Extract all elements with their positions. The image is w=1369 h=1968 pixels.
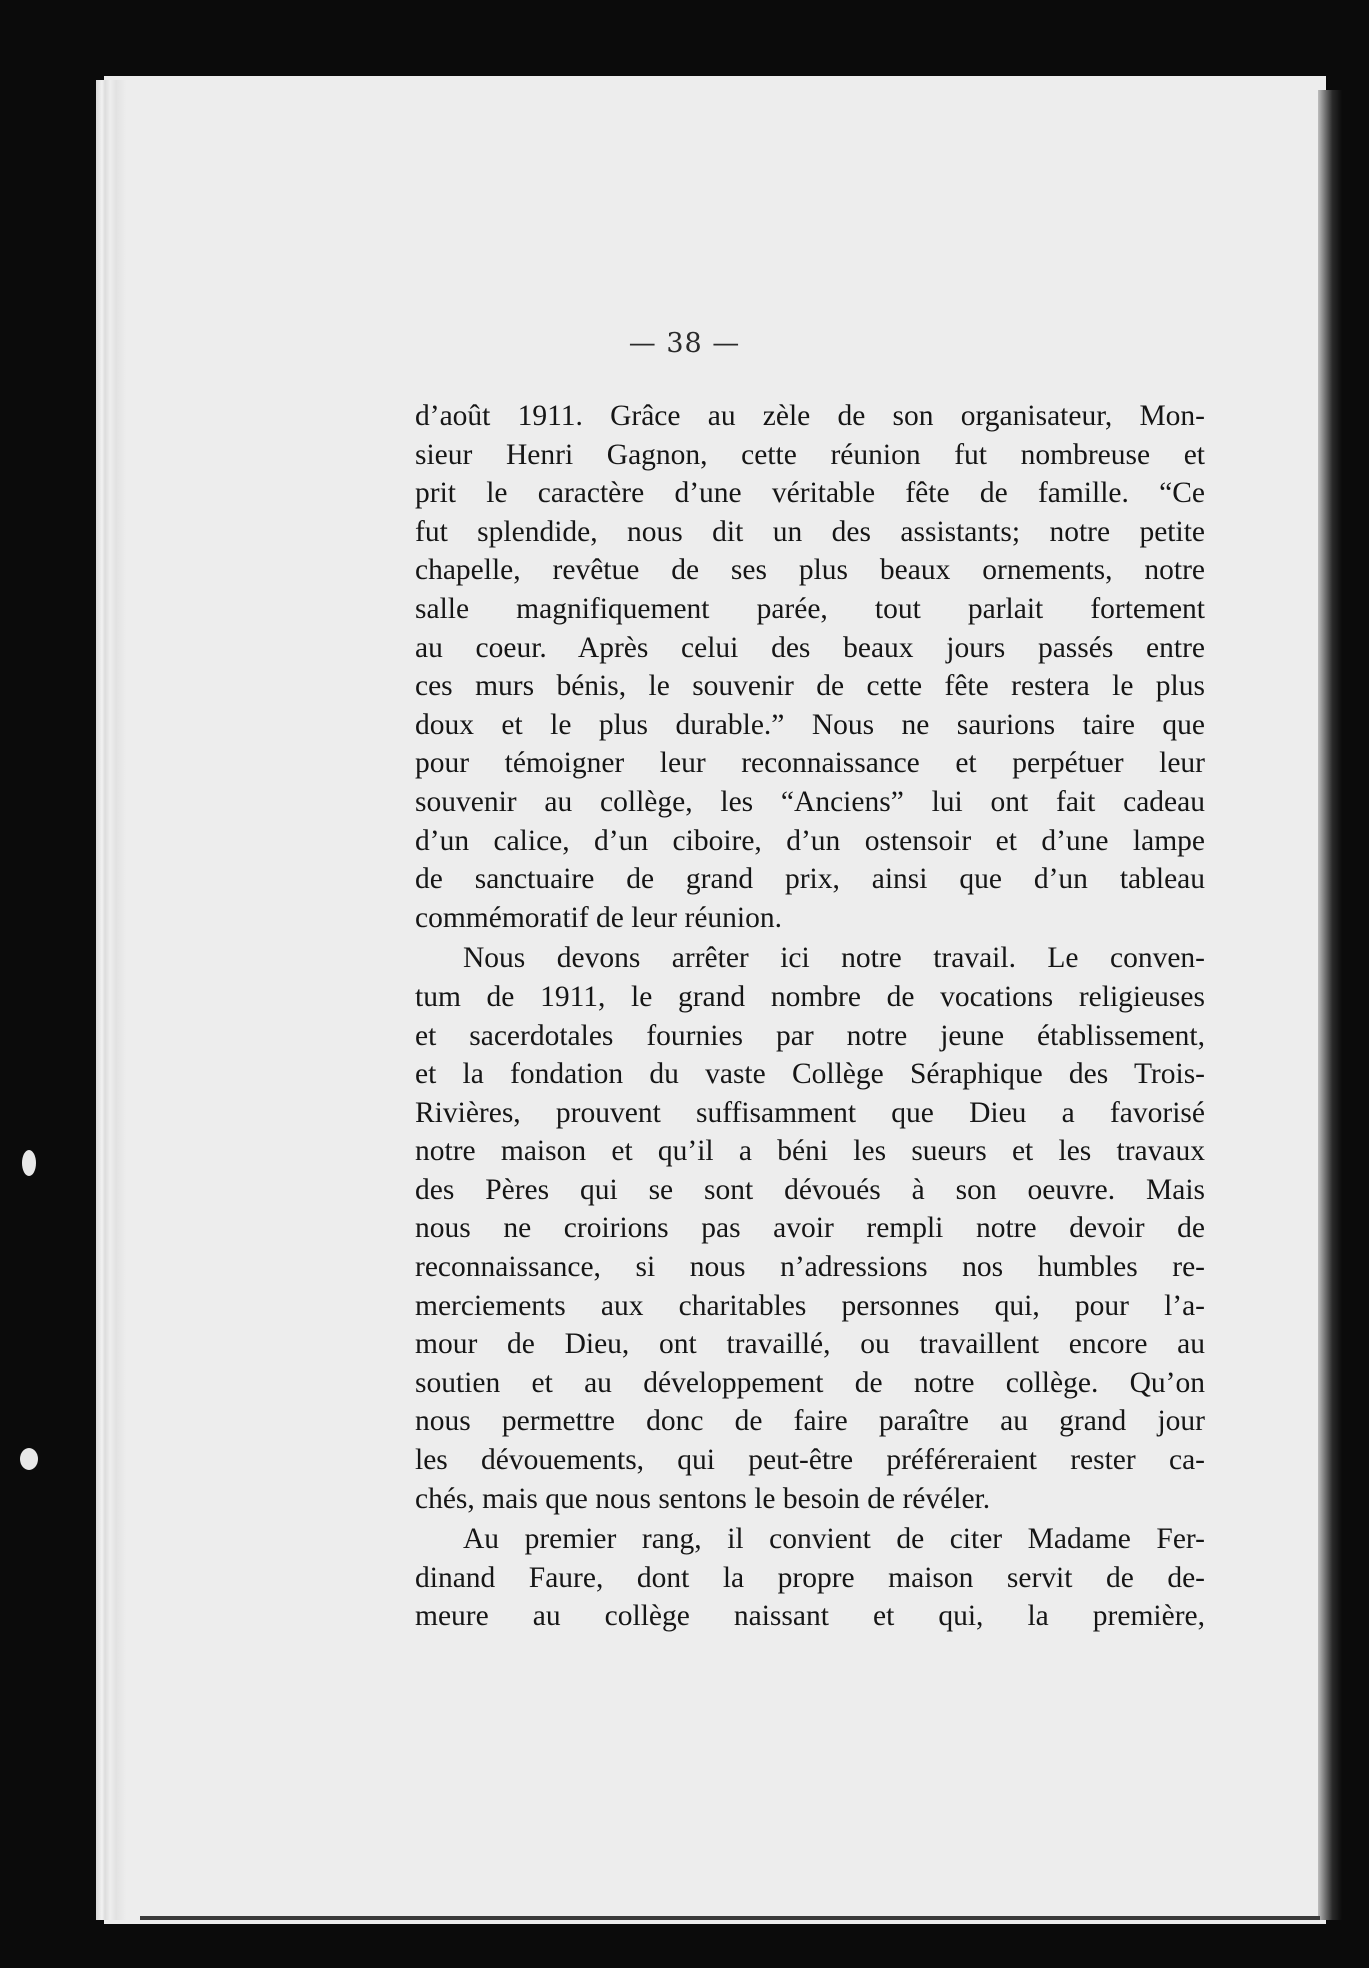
text-line: et la fondation du vaste Collège Séraphique des Trois- [415, 1058, 1205, 1091]
text-line: soutien et au développement de notre collège. Qu’on [415, 1366, 1205, 1399]
text-line: Rivières, prouvent suffisamment que Dieu a favorisé [415, 1096, 1205, 1129]
paragraph [415, 1520, 1205, 1636]
text-line: ces murs bénis, le souvenir de cette fête restera le plus [415, 670, 1205, 703]
page-bottom-edge [140, 1916, 1320, 1920]
text-line: des Pères qui se sont dévoués à son oeuvre. Mais [415, 1173, 1205, 1206]
text-line: au coeur. Après celui des beaux jours passés entre [415, 631, 1205, 664]
binding-shadow [1318, 90, 1342, 1920]
text-line: commémoratif de leur réunion. [415, 901, 782, 934]
text-line: fut splendide, nous dit un des assistants; notre petite [415, 515, 1205, 548]
scan-artifact-mark [22, 1150, 36, 1176]
text-line: dinand Faure, dont la propre maison servit de de- [415, 1561, 1205, 1594]
text-line: tum de 1911, le grand nombre de vocations religieuses [415, 980, 1205, 1013]
text-line: Nous devons arrêter ici notre travail. Le conven- [463, 942, 1205, 975]
text-line: d’un calice, d’un ciboire, d’un ostensoir et d’une lampe [415, 824, 1205, 857]
text-line: prit le caractère d’une véritable fête de famille. “Ce [415, 477, 1205, 510]
text-line: salle magnifiquement parée, tout parlait fortement [415, 592, 1205, 625]
text-line: meure au collège naissant et qui, la première, [415, 1600, 1205, 1633]
text-line: Au premier rang, il convient de citer Madame Fer- [463, 1523, 1205, 1556]
text-line: nous ne croirions pas avoir rempli notre devoir de [415, 1212, 1205, 1245]
text-line: chés, mais que nous sentons le besoin de révéler. [415, 1482, 991, 1515]
text-line: nous permettre donc de faire paraître au grand jour [415, 1405, 1205, 1438]
text-line: doux et le plus durable.” Nous ne saurions taire que [415, 708, 1205, 741]
body-text [415, 397, 1205, 1637]
text-line: mour de Dieu, ont travaillé, ou travaillent encore au [415, 1328, 1205, 1361]
text-line: merciements aux charitables personnes qui, pour l’a- [415, 1289, 1205, 1322]
text-line: notre maison et qu’il a béni les sueurs et les travaux [415, 1135, 1205, 1168]
text-line: reconnaissance, si nous n’adressions nos humbles re- [415, 1251, 1205, 1284]
page-number: — 38 — [628, 328, 741, 359]
text-line: chapelle, revêtue de ses plus beaux ornements, notre [415, 554, 1205, 587]
text-line: les dévouements, qui peut-être préféreraient rester ca- [415, 1444, 1205, 1477]
paragraph [415, 397, 1205, 937]
scan-artifact-mark [20, 1448, 38, 1470]
text-line: de sanctuaire de grand prix, ainsi que d’un tableau [415, 863, 1205, 896]
text-line: et sacerdotales fournies par notre jeune établissement, [415, 1019, 1205, 1052]
paragraph [415, 939, 1205, 1518]
text-line: d’août 1911. Grâce au zèle de son organisateur, Mon- [415, 400, 1205, 432]
text-line: souvenir au collège, les “Anciens” lui ont fait cadeau [415, 785, 1205, 818]
text-line: sieur Henri Gagnon, cette réunion fut nombreuse et [415, 438, 1205, 471]
text-line: pour témoigner leur reconnaissance et perpétuer leur [415, 747, 1205, 780]
